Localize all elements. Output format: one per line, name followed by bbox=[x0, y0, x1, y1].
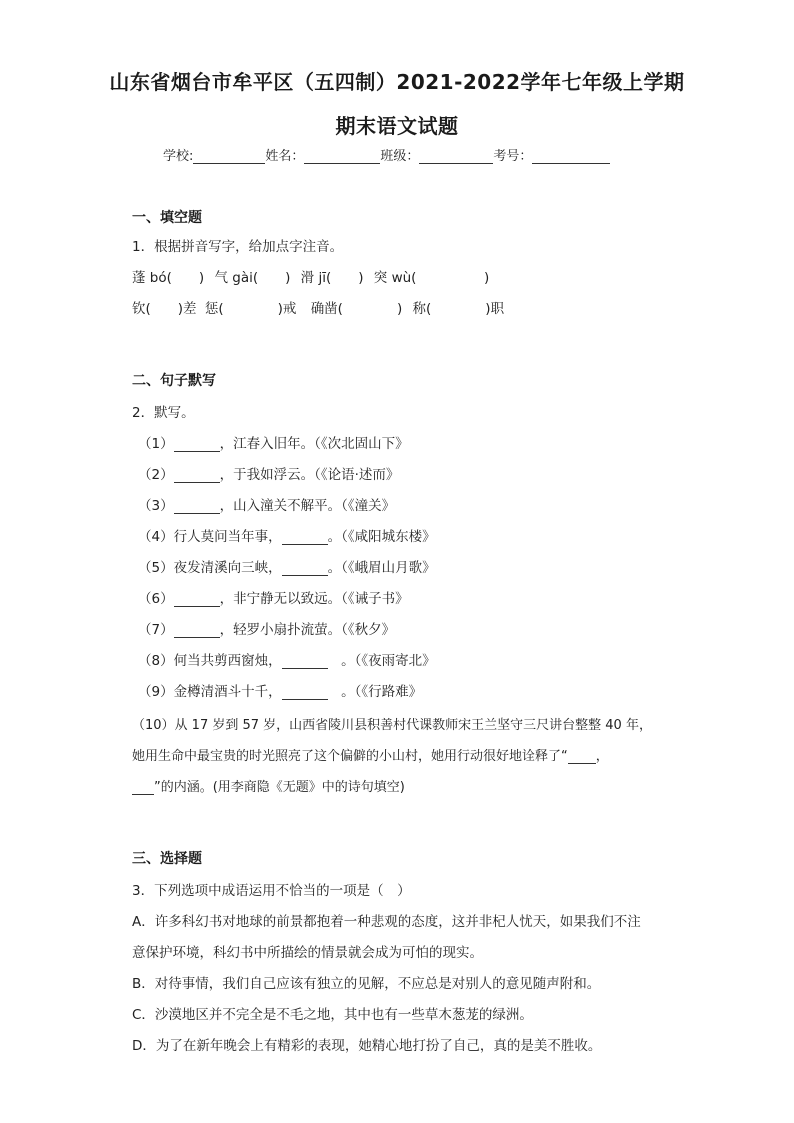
q2-item-prefix: （3） bbox=[138, 498, 174, 514]
answer-blank[interactable] bbox=[282, 655, 328, 669]
section-heading-recite: 二、句子默写 bbox=[132, 373, 216, 389]
q3-option-b: B．对待事情，我们自己应该有独立的见解，不应总是对别人的意见随声附和。 bbox=[132, 976, 601, 992]
q2-item bbox=[138, 556, 436, 576]
q1-row2 bbox=[132, 297, 504, 317]
q2-item-prefix: （2） bbox=[138, 467, 174, 483]
q1-item: 钦( )差 bbox=[132, 301, 197, 317]
q2-item-text: 。（《夜雨寄北》 bbox=[327, 653, 436, 669]
q2-item bbox=[138, 463, 399, 483]
q2-item10-line3 bbox=[132, 776, 405, 795]
q3-stem: 3．下列选项中成语运用不恰当的一项是（ ） bbox=[132, 883, 411, 899]
q2-item-text: 。（《行路难》 bbox=[327, 684, 423, 700]
answer-blank[interactable] bbox=[174, 593, 220, 607]
q2-item-prefix: （7） bbox=[138, 622, 174, 638]
q1-item: 确凿( ) bbox=[310, 301, 403, 317]
q2-item bbox=[138, 432, 409, 452]
answer-blank[interactable] bbox=[282, 531, 328, 545]
answer-blank[interactable] bbox=[568, 750, 596, 764]
answer-blank[interactable] bbox=[132, 781, 154, 795]
q2-item bbox=[138, 494, 395, 514]
q2-item-text: ，江春入旧年。（《次北固山下》 bbox=[219, 436, 409, 452]
q2-item bbox=[138, 587, 409, 607]
student-info-line bbox=[163, 145, 610, 164]
id-label: 考号： bbox=[493, 149, 533, 164]
section-heading-fill: 一、填空题 bbox=[132, 210, 202, 226]
q2-item-prefix: （1） bbox=[138, 436, 174, 452]
name-label: 姓名： bbox=[265, 149, 305, 164]
q2-item-text: 。（《咸阳城东楼》 bbox=[327, 529, 436, 545]
q2-item-text: ，于我如浮云。（《论语·述而》 bbox=[219, 467, 400, 483]
name-blank[interactable] bbox=[304, 151, 380, 164]
class-blank[interactable] bbox=[419, 151, 493, 164]
exam-title-line1: 山东省烟台市牟平区（五四制）2021-2022学年七年级上学期 bbox=[109, 70, 685, 94]
q2-item-prefix: （4）行人莫问当年事， bbox=[138, 529, 282, 545]
q2-item-text: 。（《峨眉山月歌》 bbox=[327, 560, 436, 576]
q1-item: 蓬 bó( ) bbox=[132, 270, 205, 286]
q2-item10-line2 bbox=[132, 745, 609, 764]
answer-blank[interactable] bbox=[174, 438, 220, 452]
q2-item-prefix: （6） bbox=[138, 591, 174, 607]
q3-option-a-line2: 意保护环境，科幻书中所描绘的情景就会成为可怕的现实。 bbox=[132, 945, 483, 961]
school-blank[interactable] bbox=[193, 151, 265, 164]
q2-item bbox=[138, 618, 395, 638]
q2-item10-comma: ， bbox=[595, 749, 609, 764]
q2-item10-text: 她用生命中最宝贵的时光照亮了这个偏僻的小山村，她用行动很好地诠释了“ bbox=[132, 749, 568, 764]
q1-item: 惩( )戒 bbox=[204, 301, 297, 317]
answer-blank[interactable] bbox=[282, 686, 328, 700]
answer-blank[interactable] bbox=[174, 624, 220, 638]
q1-item: 滑 jī( ) bbox=[300, 270, 364, 286]
q2-item bbox=[138, 525, 436, 545]
answer-blank[interactable] bbox=[174, 469, 220, 483]
q2-item-prefix: （5）夜发清溪向三峡， bbox=[138, 560, 282, 576]
q1-row1 bbox=[132, 266, 489, 286]
q2-item-text: ，轻罗小扇扑流萤。（《秋夕》 bbox=[219, 622, 396, 638]
q1-stem: 1．根据拼音写字，给加点字注音。 bbox=[132, 239, 344, 255]
q3-option-a-line1: A．许多科幻书对地球的前景都抱着一种悲观的态度，这并非杞人忧天，如果我们不注 bbox=[132, 914, 641, 930]
section-heading-choice: 三、选择题 bbox=[132, 851, 202, 867]
q2-item bbox=[138, 649, 436, 669]
q1-item: 气 gài( ) bbox=[214, 270, 291, 286]
q2-item-prefix: （9）金樽清酒斗十千， bbox=[138, 684, 282, 700]
answer-blank[interactable] bbox=[282, 562, 328, 576]
answer-blank[interactable] bbox=[174, 500, 220, 514]
q3-option-d: D．为了在新年晚会上有精彩的表现，她精心地打扮了自己，真的是美不胜收。 bbox=[132, 1038, 602, 1054]
q1-item: 称( )职 bbox=[412, 301, 505, 317]
q2-item bbox=[138, 680, 422, 700]
q3-option-c: C．沙漠地区并不完全是不毛之地，其中也有一些草木葱茏的绿洲。 bbox=[132, 1007, 533, 1023]
q2-item10-text: ”的内涵。(用李商隐《无题》中的诗句填空) bbox=[154, 780, 405, 795]
q2-item-prefix: （8）何当共剪西窗烛， bbox=[138, 653, 282, 669]
q2-item10-line1: （10）从 17 岁到 57 岁，山西省陵川县积善村代课教师宋王兰坚守三尺讲台整整 40 年， bbox=[132, 718, 652, 733]
q2-item-text: ，山入潼关不解平。（《潼关》 bbox=[219, 498, 396, 514]
id-blank[interactable] bbox=[532, 151, 610, 164]
q2-item-text: ，非宁静无以致远。（《诫子书》 bbox=[219, 591, 409, 607]
school-label: 学校: bbox=[163, 149, 194, 164]
class-label: 班级： bbox=[380, 149, 420, 164]
q2-stem: 2．默写。 bbox=[132, 405, 195, 421]
exam-title-line2: 期末语文试题 bbox=[335, 114, 459, 138]
q1-item: 突 wù( ) bbox=[373, 270, 490, 286]
